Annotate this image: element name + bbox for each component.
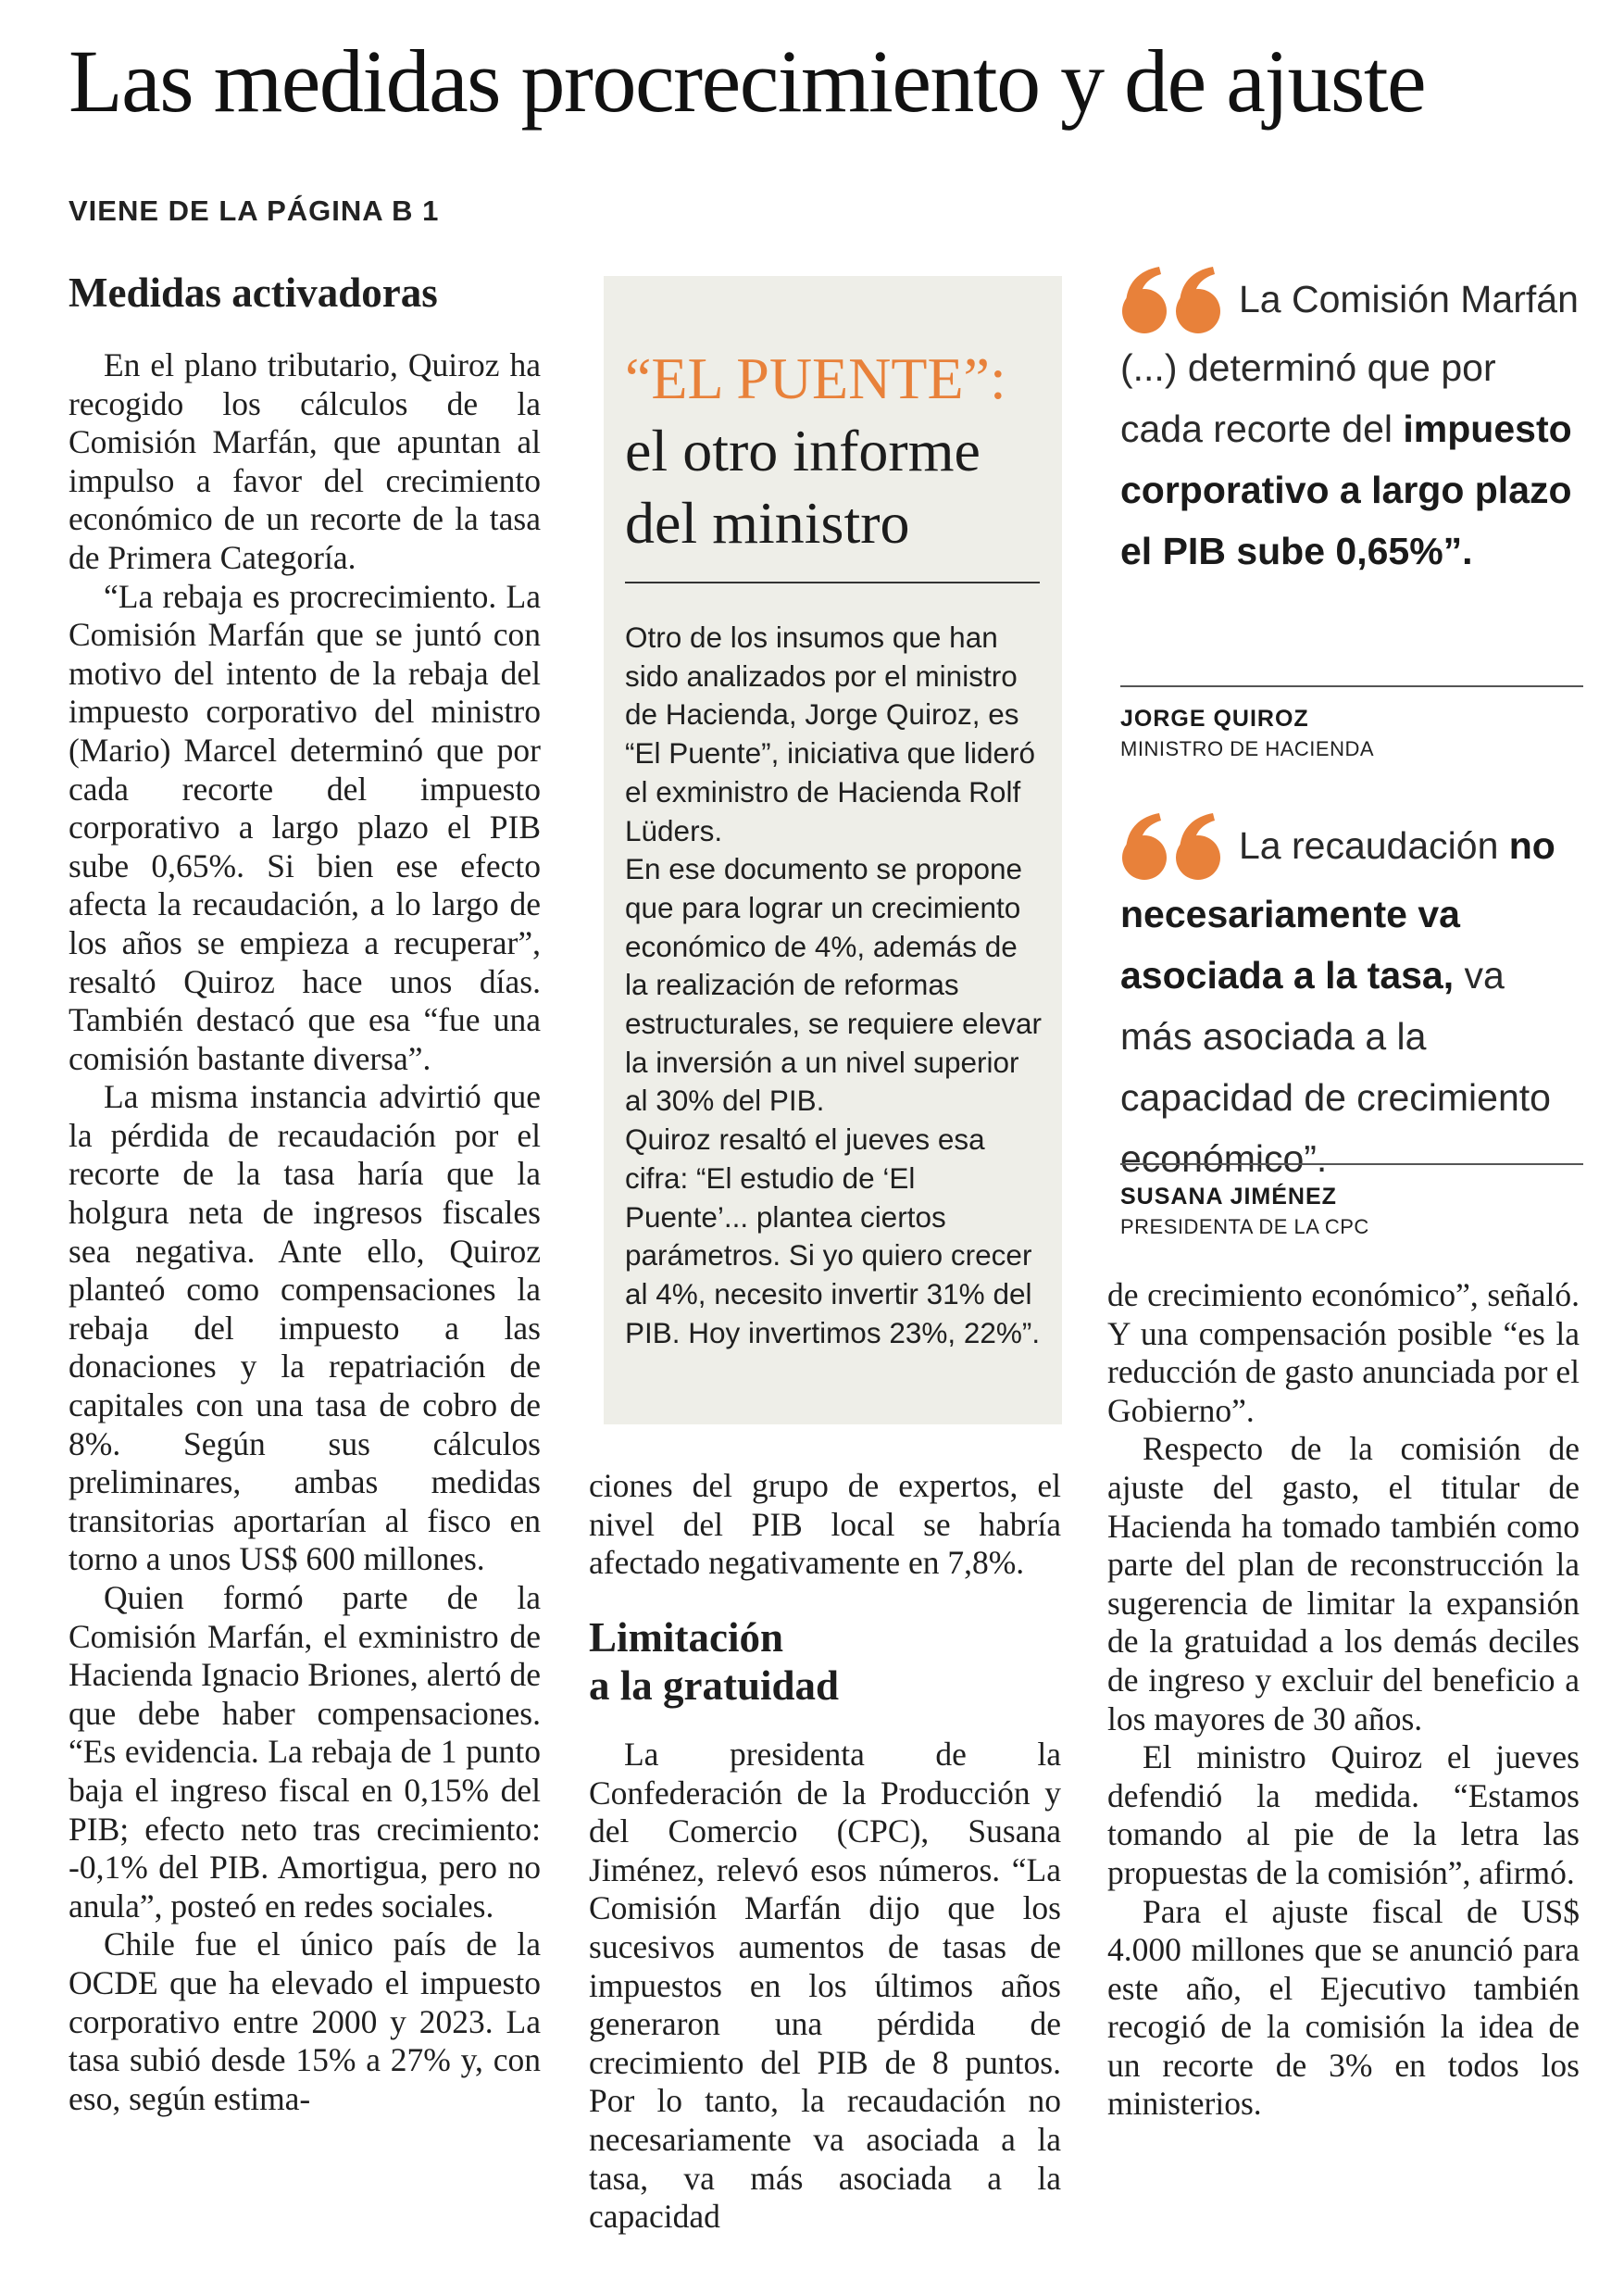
- section-heading-limitacion-gratuidad: [589, 1613, 839, 1710]
- article-paragraph: El ministro Quiroz el jueves defendió la medida. “Estamos tomando al pie de la letra las propuestas de la comisión”, afirmó.: [1107, 1738, 1580, 1891]
- quotation-mark-icon: [1120, 263, 1230, 337]
- quote-text: La recaudación: [1239, 824, 1509, 867]
- sidebar-title: el otro informe del ministro: [625, 418, 981, 556]
- article-paragraph: “La rebaja es procrecimiento. La Comisión Marfán que se juntó con motivo del intento de la rebaja del impuesto corporativo del ministro (Mario) Marcel determinó que por cada recorte del impuesto corporativo a largo plazo el PIB sube 0,65%. Si bien ese efecto afecta la recaudación, a lo largo de los años se empieza a recuperar”, resaltó Quiroz hace unos días. También destacó que esa “fue una comisión bastante diversa”.: [69, 577, 541, 1077]
- article-paragraph-continued: de crecimiento económico”, señaló. Y una compensación posible “es la reducción de gasto anunciada por el Gobierno”.: [1107, 1276, 1580, 1429]
- article-paragraph: Chile fue el único país de la OCDE que ha elevado el impuesto corporativo entre 2000 y 2023. La tasa subió desde 15% a 27% y, con eso, según estima-: [69, 1925, 541, 2117]
- section-heading-line: Limitación: [589, 1614, 783, 1661]
- quote-author-role: PRESIDENTA DE LA CPC: [1120, 1215, 1369, 1238]
- article-paragraph: La misma instancia advirtió que la pérdida de recaudación por el recorte de la tasa haría que la holgura neta de ingresos fiscales sea negativa. Ante ello, Quiroz planteó como compensaciones la rebaja del impuesto a las donaciones y la repatriación de capitales con una tasa de cobro de 8%. Según sus cálculos preliminares, ambas medidas transitorias aportarían al fisco en torno a unos US$ 600 millones.: [69, 1078, 541, 1578]
- column-2-body: [589, 1467, 1061, 1583]
- headline: Las medidas procrecimiento y de ajuste: [69, 31, 1426, 131]
- sidebar-paragraph: Quiroz resaltó el jueves esa cifra: “El estudio de ‘El Puente’... plantea ciertos parámetros. Si yo quiero crecer al 4%, necesito invertir 31% del PIB. Hoy invertimos 23%, 22%”.: [625, 1122, 1041, 1349]
- article-paragraph-continued: ciones del grupo de expertos, el nivel del PIB local se habría afectado negativamente en 7,8%.: [589, 1467, 1061, 1582]
- quote-text: La Comisión Marfán (...) determinó que por cada recorte del: [1120, 278, 1579, 450]
- quote-divider: [1120, 1163, 1583, 1165]
- quote-text-end: ”.: [1443, 530, 1473, 572]
- article-paragraph: La presidenta de la Confederación de la Producción y del Comercio (CPC), Susana Jiménez, relevó esos números. “La Comisión Marfán dijo que los sucesivos aumentos de tasas de impuestos en los últimos años generaron una pérdida de crecimiento del PIB de 8 puntos. Por lo tanto, la recaudación no necesariamente va asociada a la tasa, va más asociada a la capacidad: [589, 1736, 1061, 2236]
- article-paragraph: Respecto de la comisión de ajuste del gasto, el titular de Hacienda ha tomado también como parte del plan de reconstrucción la sugerencia de limitar la expansión de la gratuidad a los demás deciles de ingreso y excluir del beneficio a los mayores de 30 años.: [1107, 1430, 1580, 1737]
- quote-text-bold: impuesto corporativo a largo plazo el PIB sube 0,65%: [1120, 408, 1572, 572]
- sidebar-paragraph: Otro de los insumos que han sido analizados por el ministro de Hacienda, Jorge Quiroz, es “El Puente”, iniciativa que lideró el exministro de Hacienda Rolf Lüders.: [625, 621, 1035, 847]
- column-1-body: [69, 346, 541, 2118]
- article-paragraph: Para el ajuste fiscal de US$ 4.000 millones que se anunció para este año, el Ejecutivo también recogió de la comisión la idea de un recorte de 3% en todos los ministerios.: [1107, 1892, 1580, 2123]
- pull-quote-quiroz: [1120, 269, 1583, 582]
- sidebar-paragraph: En ese documento se propone que para lograr un crecimiento económico de 4%, además de la realización de reformas estructurales, se requiere elevar la inversión a un nivel superior al 30% del PIB.: [625, 852, 1042, 1118]
- quote-author-role: MINISTRO DE HACIENDA: [1120, 737, 1375, 760]
- quote-text-bold: no necesariamente va asociada a la tasa,: [1120, 824, 1555, 997]
- sidebar-title-accent: “EL PUENTE”:: [625, 345, 1006, 411]
- article-paragraph: Quien formó parte de la Comisión Marfán, el exministro de Hacienda Ignacio Briones, alertó de que debe haber compensaciones. “Es evidencia. La rebaja de 1 punto baja el ingreso fiscal en 0,15% del PIB; efecto neto tras crecimiento: -0,1% del PIB. Amortigua, pero no anula”, posteó en redes sociales.: [69, 1579, 541, 1925]
- quote-divider: [1120, 685, 1583, 687]
- continued-from-label: VIENE DE LA PÁGINA B 1: [69, 194, 440, 227]
- column-2-body-lower: [589, 1736, 1061, 2237]
- section-heading-medidas-activadoras: Medidas activadoras: [69, 270, 438, 316]
- pull-quote-jimenez: [1120, 815, 1583, 1189]
- quote-author-name: JORGE QUIROZ: [1120, 706, 1309, 732]
- sidebar-divider: [625, 582, 1040, 583]
- section-heading-line: a la gratuidad: [589, 1662, 840, 1709]
- quote-author-name: SUSANA JIMÉNEZ: [1120, 1184, 1337, 1210]
- quote-text-end: va más asociada a la capacidad de crecimiento económico”.: [1120, 954, 1551, 1180]
- article-paragraph: En el plano tributario, Quiroz ha recogido los cálculos de la Comisión Marfán, que apuntan al impulso a favor del crecimiento económico de un recorte de la tasa de Primera Categoría.: [69, 346, 541, 576]
- column-3-body: [1107, 1276, 1580, 2124]
- sidebar-body: [625, 619, 1042, 1352]
- quotation-mark-icon: [1120, 809, 1230, 884]
